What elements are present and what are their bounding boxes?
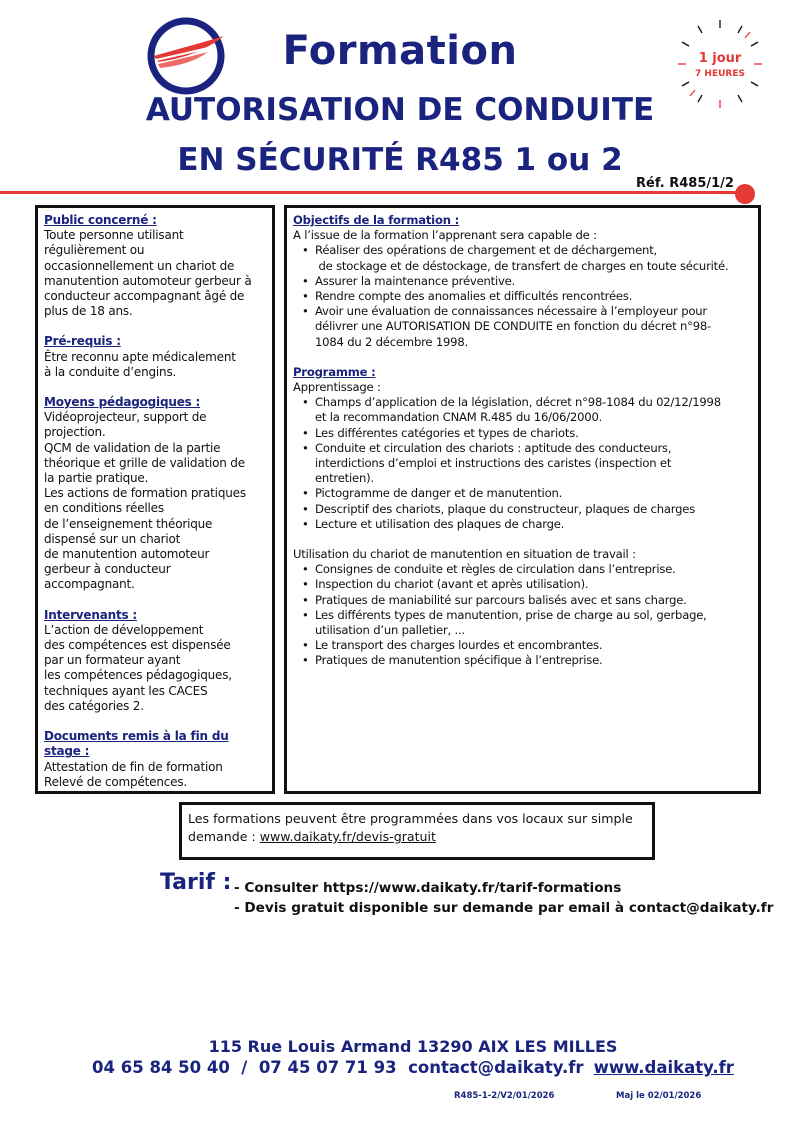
list-item: • Pratiques de manutention spécifique à l’entreprise. bbox=[315, 653, 752, 668]
program-panel bbox=[284, 205, 761, 794]
programme-list-2 bbox=[293, 562, 752, 668]
course-title-line2: EN SÉCURITÉ R485 1 ou 2 bbox=[177, 142, 623, 178]
objectifs-list bbox=[293, 243, 752, 349]
list-item: • Champs d’application de la législation, décret n°98-1084 du 02/12/1998 et la recommandation CNAM R.485 du 16/06/2000. bbox=[315, 395, 752, 425]
public-line: conducteur accompagnant âgé de bbox=[44, 289, 245, 304]
document-code: R485-1-2/V2/01/2026 bbox=[454, 1091, 555, 1101]
company-address: 115 Rue Louis Armand 13290 AIX LES MILLES bbox=[208, 1037, 618, 1056]
quote-link[interactable]: www.daikaty.fr/devis-gratuit bbox=[259, 829, 436, 844]
documents-heading: Documents remis à la fin du stage : bbox=[44, 729, 229, 759]
notice-line: Les formations peuvent être programmées dans vos locaux sur simple bbox=[188, 811, 633, 826]
header-divider bbox=[0, 191, 738, 194]
list-item: • Assurer la maintenance préventive. bbox=[315, 274, 752, 289]
phones-email: 04 65 84 50 40 / 07 45 07 71 93 contact@daikaty.fr bbox=[92, 1058, 584, 1077]
list-item: • Descriptif des chariots, plaque du constructeur, plaques de charges bbox=[315, 502, 752, 517]
public-heading: Public concerné : bbox=[44, 213, 157, 227]
website-link[interactable]: www.daikaty.fr bbox=[593, 1058, 734, 1077]
moyens-line: dispensé sur un chariot bbox=[44, 531, 181, 546]
divider-dot bbox=[735, 184, 755, 204]
public-line: plus de 18 ans. bbox=[44, 304, 133, 319]
prerequis-line: à la conduite d’engins. bbox=[44, 364, 177, 379]
intervenants-line: techniques ayant les CACES bbox=[44, 683, 208, 698]
course-title-line1: AUTORISATION DE CONDUITE bbox=[145, 92, 655, 128]
list-item: • Rendre compte des anomalies et difficultés rencontrées. bbox=[315, 289, 752, 304]
prerequis-line: Être reconnu apte médicalement bbox=[44, 349, 236, 364]
onsite-notice bbox=[179, 802, 655, 860]
list-item: • Pictogramme de danger et de manutention. bbox=[315, 486, 752, 501]
moyens-line: en conditions réelles bbox=[44, 501, 164, 516]
moyens-line: gerbeur à conducteur bbox=[44, 562, 171, 577]
programme-list-1 bbox=[293, 395, 752, 532]
intervenants-line: des compétences est dispensée bbox=[44, 638, 231, 653]
info-panel bbox=[35, 205, 275, 794]
moyens-line: accompagnant. bbox=[44, 577, 135, 592]
list-item: • Réaliser des opérations de chargement et de déchargement, de stockage et de déstockage, de transfert de charges en toute sécurité. bbox=[315, 243, 752, 273]
duration-badge bbox=[670, 14, 770, 114]
moyens-line: Les actions de formation pratiques bbox=[44, 486, 246, 501]
moyens-line: QCM de validation de la partie bbox=[44, 440, 221, 455]
programme-intro: Apprentissage : bbox=[293, 380, 381, 395]
list-item: • Les différents types de manutention, prise de charge au sol, gerbage, utilisation d’un palletier, ... bbox=[315, 608, 752, 638]
documents-line: Relevé de compétences. bbox=[44, 774, 187, 789]
duration-hours: 7 HEURES bbox=[695, 69, 745, 79]
list-item: • Lecture et utilisation des plaques de charge. bbox=[315, 517, 752, 532]
objectifs-heading: Objectifs de la formation : bbox=[293, 213, 460, 227]
notice-line: demande : www.daikaty.fr/devis-gratuit bbox=[188, 829, 436, 844]
programme-intro-2: Utilisation du chariot de manutention en situation de travail : bbox=[293, 547, 636, 562]
update-date: Maj le 02/01/2026 bbox=[616, 1091, 702, 1101]
list-item: • Inspection du chariot (avant et après utilisation). bbox=[315, 577, 752, 592]
tarif-item: - Devis gratuit disponible sur demande par email à contact@daikaty.fr bbox=[234, 900, 774, 916]
duration-days: 1 jour bbox=[698, 51, 742, 66]
list-item: • Consignes de conduite et règles de circulation dans l’entreprise. bbox=[315, 562, 752, 577]
public-line: régulièrement ou bbox=[44, 243, 145, 258]
intervenants-line: par un formateur ayant bbox=[44, 653, 181, 668]
tarif-item: - Consulter https://www.daikaty.fr/tarif-formations bbox=[234, 880, 622, 896]
page-title: Formation bbox=[282, 28, 518, 74]
contact-line bbox=[0, 1058, 800, 1077]
reference-code: Réf. R485/1/2 bbox=[636, 176, 734, 191]
intervenants-heading: Intervenants : bbox=[44, 607, 138, 622]
tarif-label: Tarif : bbox=[160, 870, 232, 895]
moyens-heading: Moyens pédagogiques : bbox=[44, 395, 201, 410]
moyens-line: Vidéoprojecteur, support de bbox=[44, 410, 207, 425]
objectifs-intro: A l’issue de la formation l’apprenant sera capable de : bbox=[293, 228, 597, 243]
list-item: • Pratiques de maniabilité sur parcours balisés avec et sans charge. bbox=[315, 593, 752, 608]
public-line: occasionnellement un chariot de bbox=[44, 258, 235, 273]
moyens-line: de manutention automoteur bbox=[44, 547, 210, 562]
list-item: • Avoir une évaluation de connaissances nécessaire à l’employeur pour délivrer une AUTORISATION DE CONDUITE en fonction du décret n°98- 1084 du 2 décembre 1998. bbox=[315, 304, 752, 350]
programme-heading: Programme : bbox=[293, 364, 376, 379]
public-line: manutention automoteur gerbeur à bbox=[44, 273, 252, 288]
intervenants-line: des catégories 2. bbox=[44, 698, 144, 713]
prerequis-heading: Pré-requis : bbox=[44, 334, 121, 349]
list-item: • Les différentes catégories et types de chariots. bbox=[315, 426, 752, 441]
moyens-line: de l’enseignement théorique bbox=[44, 516, 213, 531]
intervenants-line: L’action de développement bbox=[44, 622, 204, 637]
list-item: • Conduite et circulation des chariots : aptitude des conducteurs, interdictions d’emploi et instructions des caristes (inspection et entretien). bbox=[315, 441, 752, 487]
moyens-line: la partie pratique. bbox=[44, 471, 149, 486]
public-line: Toute personne utilisant bbox=[44, 228, 184, 243]
intervenants-line: les compétences pédagogiques, bbox=[44, 668, 232, 683]
documents-line: Attestation de fin de formation bbox=[44, 759, 223, 774]
moyens-line: projection. bbox=[44, 425, 106, 440]
list-item: • Le transport des charges lourdes et encombrantes. bbox=[315, 638, 752, 653]
moyens-line: théorique et grille de validation de bbox=[44, 455, 245, 470]
